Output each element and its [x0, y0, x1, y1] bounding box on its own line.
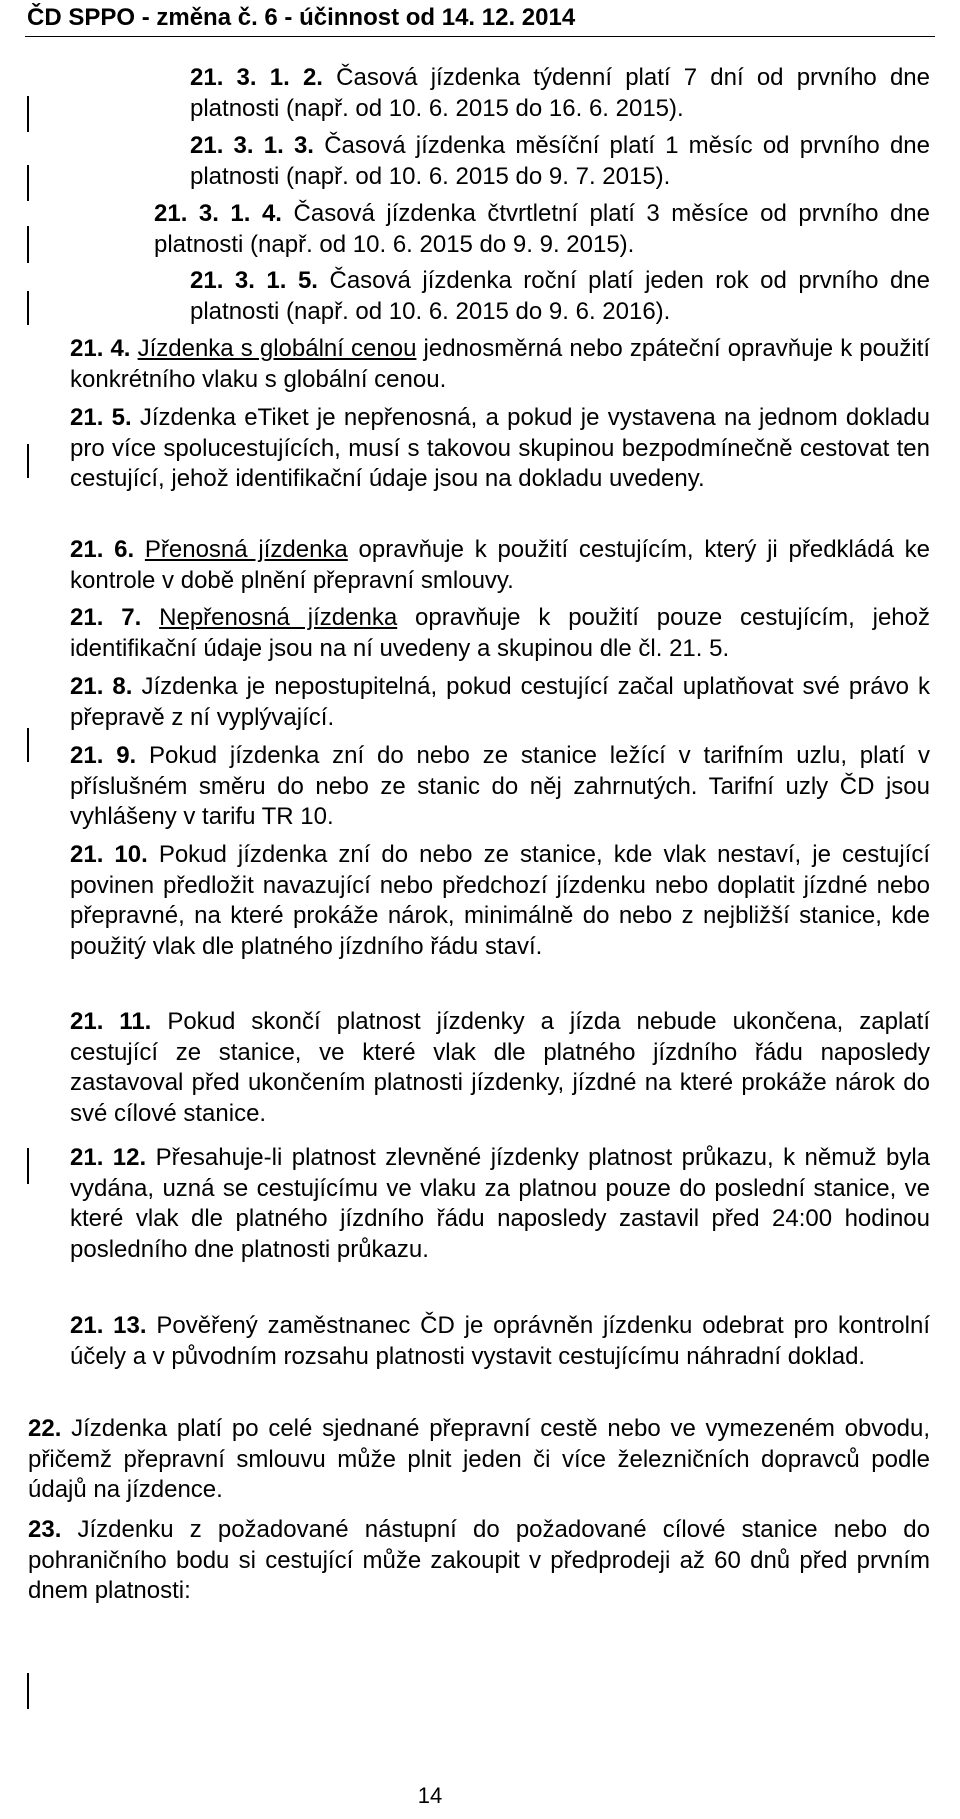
paragraph-text: Pokud jízdenka zní do nebo ze stanice, kde vlak nestaví, je cestující povinen předložit navazující nebo předchozí jízdenku nebo doplatit jízdné nebo přepravné, na které prokáže nárok, minimálně do nebo z nejbližší stanice, kde použitý vlak dle platného jízdního řádu staví. [70, 841, 937, 960]
paragraph-number: 21. 8. [70, 673, 133, 700]
paragraph-text: Jízdenku z požadované nástupní do požadované cílové stanice nebo do pohraničního bodu si cestující může zakoupit v předprodeji až 60 dnů před prvním dnem platnosti: [28, 1516, 937, 1604]
paragraph-number: 21. 12. [70, 1144, 147, 1171]
paragraph-term: Přenosná jízdenka [144, 536, 348, 563]
paragraph [70, 1311, 937, 1372]
paragraph-number: 21. 13. [70, 1312, 147, 1339]
paragraph [70, 1007, 937, 1129]
paragraph-number: 21. 7. [70, 604, 142, 631]
paragraph [190, 131, 937, 192]
paragraph-number: 21. 10. [70, 841, 148, 868]
paragraph-text: Pokud skončí platnost jízdenky a jízda nebude ukončena, zaplatí cestující ze stanice, ve které vlak dle platného jízdního řádu naposledy zastavoval před ukončením platnosti jízdenky, jízdné na které prokáže nárok do své cílové stanice. [70, 1008, 937, 1127]
paragraph-number: 21. 11. [70, 1008, 152, 1035]
change-bar [27, 165, 29, 201]
paragraph-text: Pokud jízdenka zní do nebo ze stanice ležící v tarifním uzlu, platí v příslušném směru do nebo ze stanic do něj zahrnutých. Tarifní uzly ČD jsou vyhlášeny v tarifu TR 10. [70, 742, 937, 830]
paragraph [190, 266, 937, 327]
paragraph [28, 1414, 937, 1506]
paragraph [70, 603, 937, 664]
paragraph-text: opravňuje k použití cestujícím, který ji předkládá ke kontrole v době plnění přepravní smlouvy. [70, 536, 937, 594]
paragraph [70, 741, 937, 833]
paragraph-term: Jízdenka s globální cenou [137, 335, 417, 362]
paragraph-number: 21. 3. 1. 4. [154, 200, 282, 227]
paragraph [70, 1143, 937, 1265]
change-bar [27, 1148, 29, 1184]
paragraph [190, 63, 937, 124]
page-number: 14 [417, 1783, 443, 1808]
document-header: ČD SPPO - změna č. 6 - účinnost od 14. 12. 2014 [27, 4, 576, 31]
change-bar [27, 226, 29, 263]
paragraph-number: 22. [28, 1415, 62, 1442]
change-bar [27, 444, 29, 478]
change-bar [27, 291, 29, 325]
header-rule [25, 36, 935, 37]
paragraph-number: 21. 5. [70, 404, 132, 431]
paragraph [28, 1515, 937, 1607]
paragraph-term: Jízdenka eTiket [139, 404, 309, 431]
change-bar [27, 728, 29, 762]
paragraph-number: 21. 3. 1. 2. [190, 64, 323, 91]
paragraph-text: opravňuje k použití pouze cestujícím, jehož identifikační údaje jsou na ní uvedeny a skupinou dle čl. 21. 5. [70, 604, 937, 662]
paragraph [70, 334, 937, 395]
paragraph-text: Časová jízdenka čtvrtletní platí 3 měsíce od prvního dne platnosti (např. od 10. 6. 2015 do 9. 9. 2015). [154, 200, 937, 258]
paragraph [70, 840, 937, 962]
paragraph-text: je nepřenosná, a pokud je vystavena na jednom dokladu pro více spolucestujících, musí s takovou skupinou bezpodmínečně cestovat ten cestující, jehož identifikační údaje jsou na dokladu uvedeny. [70, 404, 937, 492]
paragraph-number: 21. 4. [70, 335, 131, 362]
paragraph-number: 23. [28, 1516, 62, 1543]
paragraph-number: 21. 3. 1. 5. [190, 267, 318, 294]
paragraph-text: Časová jízdenka roční platí jeden rok od prvního dne platnosti (např. od 10. 6. 2015 do 9. 6. 2016). [190, 267, 937, 325]
change-bar [27, 96, 29, 132]
change-bar [27, 1673, 29, 1709]
paragraph-text: Časová jízdenka týdenní platí 7 dní od prvního dne platnosti (např. od 10. 6. 2015 do 16. 6. 2015). [190, 64, 937, 122]
paragraph [70, 672, 937, 733]
paragraph-number: 21. 9. [70, 742, 137, 769]
paragraph-number: 21. 6. [70, 536, 135, 563]
paragraph-number: 21. 3. 1. 3. [190, 132, 314, 159]
paragraph-text: Pověřený zaměstnanec ČD je oprávněn jízdenku odebrat pro kontrolní účely a v původním rozsahu platnosti vystavit cestujícímu náhradní doklad. [70, 1312, 937, 1370]
paragraph-text: jednosměrná nebo zpáteční opravňuje k použití konkrétního vlaku s globální cenou. [70, 335, 937, 393]
paragraph [70, 403, 937, 495]
paragraph-text: Časová jízdenka měsíční platí 1 měsíc od prvního dne platnosti (např. od 10. 6. 2015 do 9. 7. 2015). [190, 132, 937, 190]
paragraph [70, 535, 937, 596]
paragraph-text: Jízdenka platí po celé sjednané přepravní cestě nebo ve vymezeném obvodu, přičemž přepravní smlouvu může plnit jeden či více železničních dopravců podle údajů na jízdence. [28, 1415, 937, 1503]
paragraph [154, 199, 937, 260]
paragraph-text: Jízdenka je nepostupitelná, pokud cestující začal uplatňovat své právo k přepravě z ní vyplývající. [70, 673, 937, 731]
paragraph-text: Přesahuje-li platnost zlevněné jízdenky platnost průkazu, k němuž byla vydána, uzná se cestujícímu ve vlaku za platnou pouze do poslední stanice, ve které vlak dle platného jízdního řádu naposledy zastavil před 24:00 hodinou posledního dne platnosti průkazu. [70, 1144, 937, 1263]
paragraph-term: Nepřenosná jízdenka [159, 604, 398, 631]
